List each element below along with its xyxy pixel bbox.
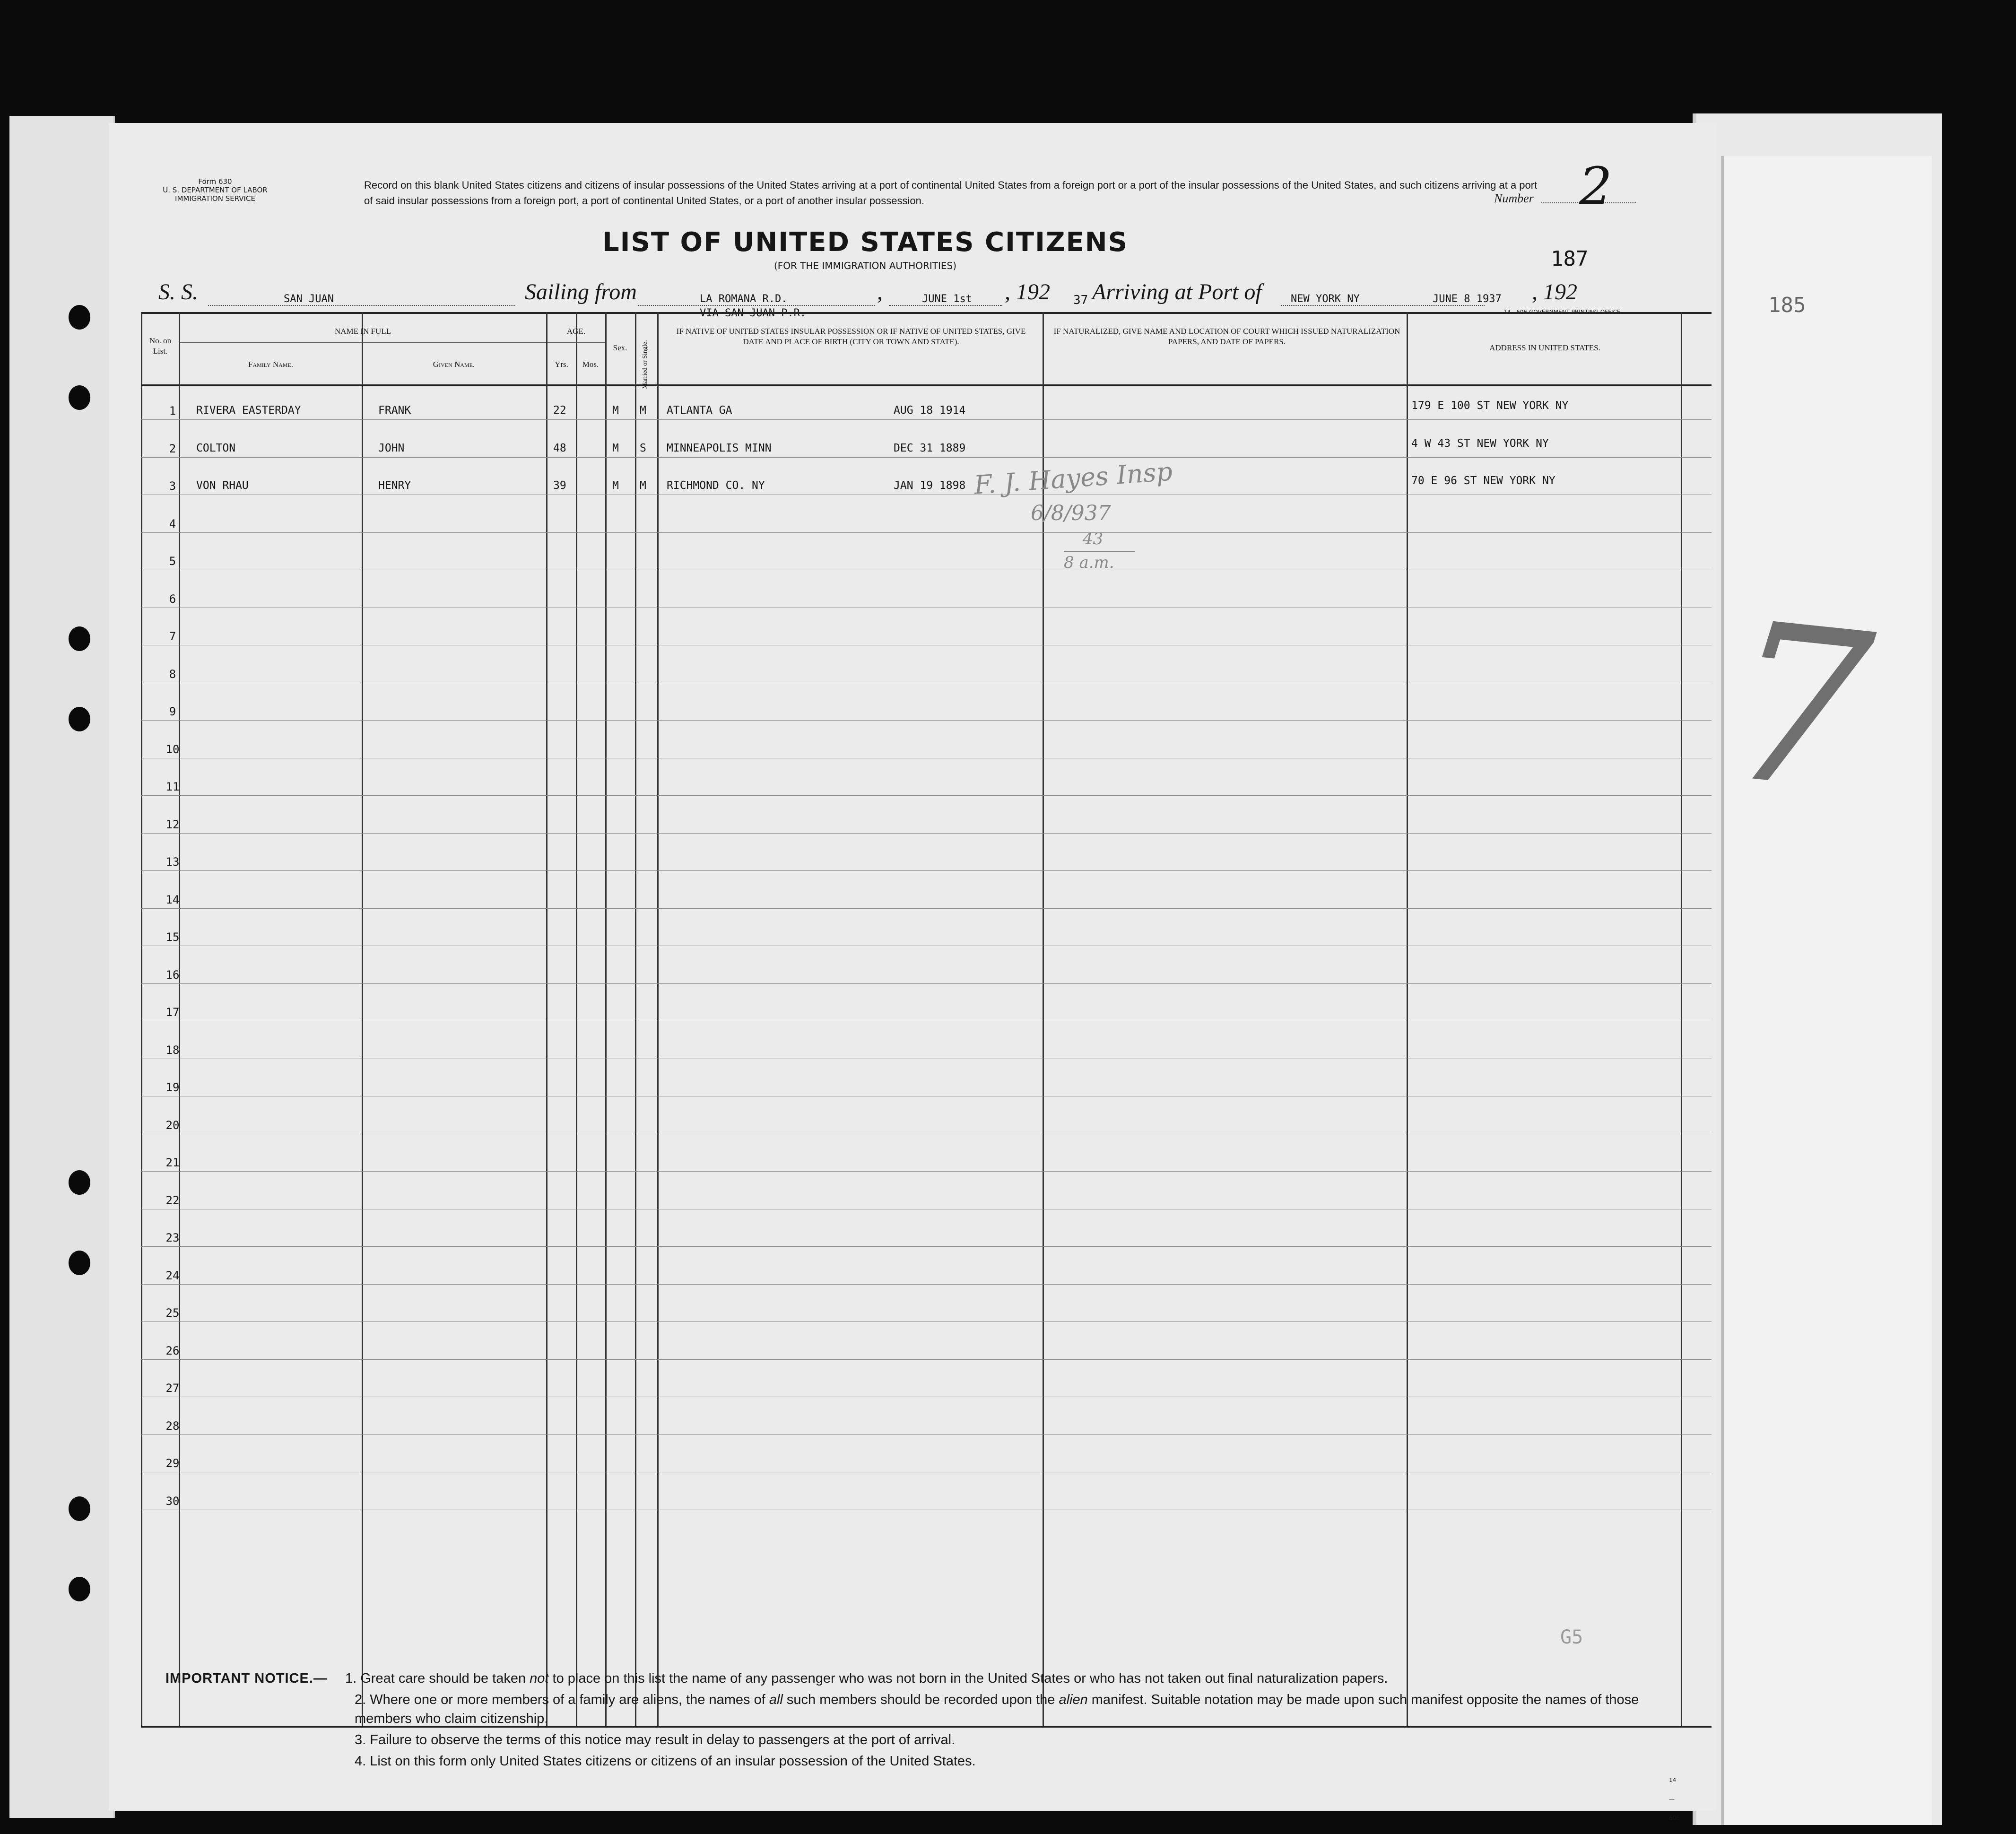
- year-label-2: , 192: [1532, 279, 1577, 304]
- ship-line: [208, 305, 515, 306]
- sailing-via: VIA SAN JUAN P.R.: [700, 307, 807, 319]
- row-number: 12: [165, 817, 180, 831]
- row-rule: [141, 870, 1712, 871]
- row-number: 16: [165, 968, 180, 982]
- row-rule: [141, 1246, 1712, 1247]
- birthdate-cell: JAN 19 1898: [894, 479, 966, 492]
- birthplace-cell: MINNEAPOLIS MINN: [667, 442, 772, 454]
- age-years-cell: 48: [553, 442, 566, 454]
- table-top-rule: [141, 312, 1712, 314]
- arriving-date: JUNE 8 1937: [1433, 293, 1502, 305]
- birthplace-cell: RICHMOND CO. NY: [667, 479, 765, 492]
- row-number: 6: [169, 592, 176, 606]
- row-rule: [141, 908, 1712, 909]
- binder-hole: [69, 1251, 90, 1275]
- form-identifier: Form 630 U. S. DEPARTMENT OF LABOR IMMIGRATION SERVICE: [163, 177, 268, 203]
- row-rule: [141, 833, 1712, 834]
- given-name-cell: JOHN: [378, 442, 405, 454]
- header-name-in-full: NAME IN FULL: [180, 326, 546, 343]
- birthplace-cell: ATLANTA GA: [667, 404, 732, 417]
- sailing-date-line: [889, 305, 1002, 306]
- arriving-port: NEW YORK NY: [1291, 293, 1360, 305]
- row-number: 20: [165, 1118, 180, 1132]
- sex-cell: M: [612, 404, 619, 417]
- manifest-sheet: [109, 123, 1716, 1821]
- binder-hole: [69, 385, 90, 410]
- inspector-date: 6/8/937: [1031, 501, 1111, 525]
- binder-hole: [69, 626, 90, 651]
- col-rule: [141, 312, 142, 1726]
- arriving-line: [1281, 305, 1485, 306]
- notice-item-4: 4. List on this form only United States citizens or citizens of an insular possession of the United States.: [355, 1754, 976, 1769]
- row-number: 17: [165, 1006, 180, 1019]
- row-number: 21: [165, 1156, 180, 1169]
- page-title: LIST OF UNITED STATES CITIZENS: [602, 227, 1128, 258]
- row-rule: [141, 1434, 1712, 1435]
- row-number: 25: [165, 1306, 180, 1320]
- binder-hole: [69, 707, 90, 731]
- age-years-cell: 39: [553, 479, 566, 492]
- col-rule: [362, 312, 363, 1726]
- arriving-label: Arriving at Port of: [1092, 279, 1262, 304]
- family-name-cell: VON RHAU: [196, 479, 249, 492]
- row-number: 23: [165, 1231, 180, 1244]
- sailing-label: Sailing from: [525, 279, 637, 304]
- col-rule: [546, 312, 547, 1726]
- row-number: 11: [165, 780, 180, 793]
- row-rule: [141, 457, 1712, 458]
- header-married: Married or Single.: [642, 340, 649, 389]
- col-rule: [576, 312, 577, 1726]
- address-cell: 4 W 43 ST NEW YORK NY: [1411, 437, 1549, 450]
- sex-cell: M: [612, 479, 619, 492]
- notice-item-2: 2. Where one or more members of a family are aliens, the names of all such members should be recorded upon the alien manifest. Suitable notation may be made upon such manifest opposite the names of those members who claim citizenship.: [355, 1692, 1639, 1726]
- ship-name: SAN JUAN: [284, 293, 334, 305]
- printer-note: 14—606 GOVERNMENT PRINTING OFFICE: [1503, 309, 1621, 315]
- row-number: 26: [165, 1344, 180, 1357]
- fraction-bottom: 8 a.m.: [1064, 553, 1114, 572]
- number-value: 2: [1579, 156, 1612, 217]
- row-rule: [141, 532, 1712, 533]
- col-rule: [657, 312, 659, 1726]
- header-no: No. on List.: [149, 336, 172, 356]
- marital-cell: M: [640, 479, 646, 492]
- year-label: , 192: [1005, 279, 1050, 304]
- row-number: 24: [165, 1269, 180, 1282]
- row-number: 29: [165, 1457, 180, 1470]
- address-cell: 70 E 96 ST NEW YORK NY: [1411, 475, 1555, 487]
- instructions: Record on this blank United States citizens and citizens of insular possessions of the United States arriving at a port of continental United States from a foreign port or a port of the insular possessions of the United States, and such citizens arriving at a port of said insular possessions from a foreign port, a port of continental United States, or a port of another insular possession.: [364, 179, 1538, 207]
- inspector-signature: F. J. Hayes Insp: [973, 456, 1173, 500]
- row-number: 28: [165, 1419, 180, 1433]
- header-family-name: Family Name.: [248, 360, 294, 369]
- row-number: 15: [165, 930, 180, 944]
- row-number: 13: [165, 855, 180, 869]
- back-sheet-inner: [1721, 156, 1932, 1825]
- row-number: 3: [169, 479, 176, 493]
- row-number: 18: [165, 1043, 180, 1057]
- header-given-name: Given Name.: [433, 360, 475, 369]
- fraction-top: 43: [1083, 530, 1104, 548]
- row-number: 27: [165, 1382, 180, 1395]
- notice-lead: IMPORTANT NOTICE.—: [165, 1671, 328, 1686]
- crayon-mark: 7: [1717, 575, 1882, 841]
- age-years-cell: 22: [553, 404, 566, 417]
- row-number: 5: [169, 555, 176, 568]
- row-number: 30: [165, 1494, 180, 1508]
- page-stamp: 187: [1551, 247, 1589, 271]
- row-number: 7: [169, 630, 176, 643]
- sailing-from: LA ROMANA R.D.: [700, 293, 788, 305]
- col-rule: [1407, 312, 1408, 1726]
- sailing-line: [638, 305, 875, 306]
- marital-cell: M: [640, 404, 646, 417]
- birthdate-cell: AUG 18 1914: [894, 404, 966, 417]
- row-number: 22: [165, 1193, 180, 1207]
- row-rule: [141, 419, 1712, 420]
- row-rule: [141, 1359, 1712, 1360]
- col-rule: [1681, 312, 1682, 1726]
- header-birth: IF NATIVE OF UNITED STATES INSULAR POSSESSION OR IF NATIVE OF UNITED STATES, GIVE DATE AND PLACE OF BIRTH (CITY OR TOWN AND STATE).: [676, 327, 1026, 346]
- row-number: 8: [169, 667, 176, 681]
- sex-cell: M: [612, 442, 619, 454]
- back-sheet-number: 185: [1768, 293, 1806, 317]
- page-subtitle: (FOR THE IMMIGRATION AUTHORITIES): [773, 260, 957, 271]
- row-rule: [141, 1284, 1712, 1285]
- row-rule: [141, 795, 1712, 796]
- row-rule: [141, 720, 1712, 721]
- row-number: 1: [169, 404, 176, 417]
- row-rule: [141, 983, 1712, 984]
- row-number: 19: [165, 1081, 180, 1094]
- row-number: 4: [169, 517, 176, 530]
- header-age: AGE.: [547, 326, 605, 343]
- header-yrs: Yrs.: [555, 360, 568, 369]
- family-name-cell: RIVERA EASTERDAY: [196, 404, 301, 417]
- header-mos: Mos.: [582, 360, 599, 369]
- given-name-cell: HENRY: [378, 479, 411, 492]
- binder-hole: [69, 1577, 90, 1601]
- family-name-cell: COLTON: [196, 442, 236, 454]
- row-number: 10: [165, 742, 180, 756]
- row-number: 9: [169, 705, 176, 718]
- bottom-stamp: G5: [1560, 1626, 1583, 1648]
- ss-label: S. S.: [158, 279, 198, 304]
- sailing-date: JUNE 1st: [922, 293, 972, 305]
- comma: ,: [877, 279, 883, 304]
- birthdate-cell: DEC 31 1889: [894, 442, 966, 454]
- marital-cell: S: [640, 442, 646, 454]
- given-name-cell: FRANK: [378, 404, 411, 417]
- col-rule: [635, 312, 636, 1726]
- number-label: Number: [1494, 191, 1534, 205]
- binder-strip: [9, 116, 115, 1818]
- header-bottom-rule: [141, 384, 1712, 386]
- year-suffix: 37: [1073, 293, 1088, 307]
- header-naturalized: IF NATURALIZED, GIVE NAME AND LOCATION OF COURT WHICH ISSUED NATURALIZATION PAPERS, AND DATE OF PAPERS.: [1053, 327, 1400, 346]
- address-cell: 179 E 100 ST NEW YORK NY: [1411, 400, 1569, 412]
- binder-hole: [69, 305, 90, 330]
- header-address: ADDRESS IN UNITED STATES.: [1489, 343, 1600, 352]
- binder-hole: [69, 1496, 90, 1521]
- passenger-table: [123, 312, 1712, 1726]
- notice-item-3: 3. Failure to observe the terms of this notice may result in delay to passengers at the port of arrival.: [355, 1732, 956, 1747]
- row-number: 2: [169, 442, 176, 455]
- row-number: 14: [165, 893, 180, 906]
- row-rule: [141, 1321, 1712, 1322]
- notice-item-1: 1. Great care should be taken not to place on this list the name of any passenger who was not born in the United States or who has not taken out final naturalization papers.: [345, 1671, 1388, 1686]
- binder-hole: [69, 1170, 90, 1195]
- footer-code: 14—606: [1669, 1777, 1680, 1821]
- fraction-bar: [1064, 551, 1135, 552]
- col-rule: [605, 312, 607, 1726]
- row-rule: [141, 1171, 1712, 1172]
- header-sex: Sex.: [613, 343, 627, 352]
